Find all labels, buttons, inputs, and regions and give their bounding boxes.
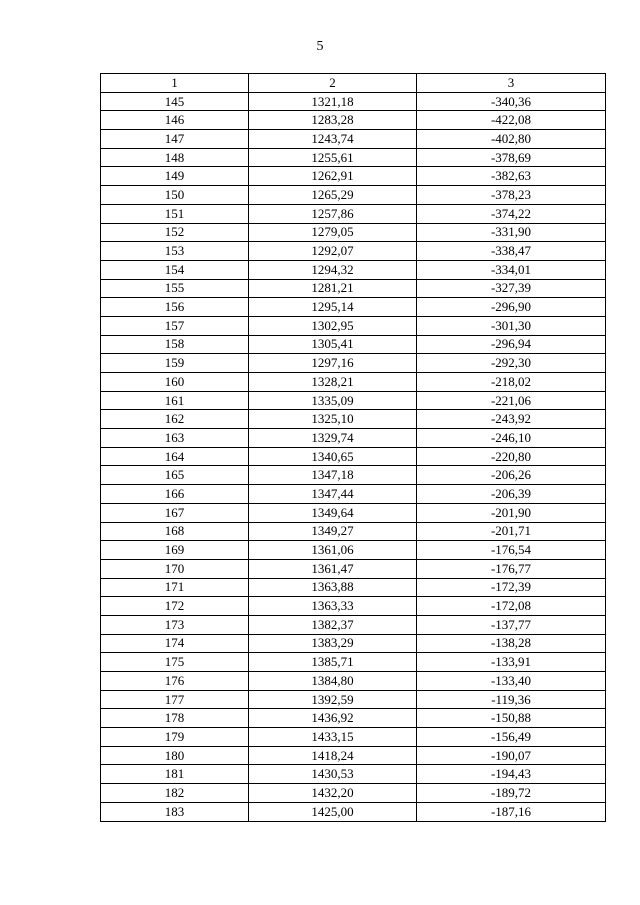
table-cell-col-3: -292,30	[417, 354, 606, 373]
table-row	[101, 92, 606, 111]
table-cell-col-3: -133,40	[417, 672, 606, 691]
table-cell-col-1: 162	[101, 410, 249, 429]
table-row	[101, 672, 606, 691]
table-row	[101, 765, 606, 784]
table-cell-col-3: -243,92	[417, 410, 606, 429]
table-cell-col-1: 174	[101, 634, 249, 653]
table-cell-col-3: -190,07	[417, 746, 606, 765]
table-cell-col-1: 168	[101, 522, 249, 541]
table-cell-col-3: -172,39	[417, 578, 606, 597]
table-cell-col-1: 150	[101, 186, 249, 205]
table-row	[101, 391, 606, 410]
table-row	[101, 615, 606, 634]
table-cell-col-1: 167	[101, 503, 249, 522]
table-cell-col-2: 1432,20	[249, 784, 417, 803]
table-cell-col-1: 178	[101, 709, 249, 728]
table-cell-col-1: 157	[101, 316, 249, 335]
table-cell-col-1: 152	[101, 223, 249, 242]
table-cell-col-1: 159	[101, 354, 249, 373]
table-cell-col-1: 166	[101, 485, 249, 504]
table-cell-col-2: 1297,16	[249, 354, 417, 373]
table-row	[101, 466, 606, 485]
table-cell-col-1: 173	[101, 615, 249, 634]
table-cell-col-3: -176,77	[417, 559, 606, 578]
table-cell-col-2: 1279,05	[249, 223, 417, 242]
table-cell-col-1: 155	[101, 279, 249, 298]
table-row	[101, 802, 606, 821]
table-cell-col-3: -296,90	[417, 298, 606, 317]
table-cell-col-2: 1340,65	[249, 447, 417, 466]
table-cell-col-3: -301,30	[417, 316, 606, 335]
table-cell-col-3: -172,08	[417, 597, 606, 616]
table-cell-col-3: -194,43	[417, 765, 606, 784]
table-row	[101, 167, 606, 186]
table-cell-col-2: 1382,37	[249, 615, 417, 634]
table-cell-col-2: 1425,00	[249, 802, 417, 821]
table-cell-col-3: -246,10	[417, 429, 606, 448]
table-cell-col-1: 165	[101, 466, 249, 485]
table-cell-col-1: 147	[101, 130, 249, 149]
table-cell-col-3: -334,01	[417, 260, 606, 279]
table-row	[101, 690, 606, 709]
table-cell-col-3: -201,90	[417, 503, 606, 522]
table-cell-col-2: 1392,59	[249, 690, 417, 709]
table-header	[101, 74, 606, 93]
table-cell-col-1: 163	[101, 429, 249, 448]
table-cell-col-1: 156	[101, 298, 249, 317]
table-row	[101, 728, 606, 747]
table-cell-col-2: 1433,15	[249, 728, 417, 747]
table-cell-col-3: -374,22	[417, 204, 606, 223]
table-cell-col-1: 177	[101, 690, 249, 709]
table-cell-col-2: 1265,29	[249, 186, 417, 205]
table-cell-col-2: 1383,29	[249, 634, 417, 653]
table-cell-col-1: 181	[101, 765, 249, 784]
table-cell-col-3: -137,77	[417, 615, 606, 634]
table-cell-col-1: 151	[101, 204, 249, 223]
table-cell-col-2: 1430,53	[249, 765, 417, 784]
table-row	[101, 746, 606, 765]
table-cell-col-2: 1384,80	[249, 672, 417, 691]
table-cell-col-2: 1329,74	[249, 429, 417, 448]
table-row	[101, 597, 606, 616]
table-cell-col-2: 1418,24	[249, 746, 417, 765]
table-cell-col-3: -133,91	[417, 653, 606, 672]
table-cell-col-2: 1305,41	[249, 335, 417, 354]
table-cell-col-2: 1347,44	[249, 485, 417, 504]
table-cell-col-3: -378,23	[417, 186, 606, 205]
table-cell-col-1: 175	[101, 653, 249, 672]
table-cell-col-2: 1361,47	[249, 559, 417, 578]
table-row	[101, 223, 606, 242]
page-number: 5	[316, 39, 324, 54]
table-cell-col-2: 1321,18	[249, 92, 417, 111]
table-cell-col-1: 172	[101, 597, 249, 616]
table-cell-col-3: -206,39	[417, 485, 606, 504]
table-cell-col-2: 1361,06	[249, 541, 417, 560]
table-cell-col-2: 1292,07	[249, 242, 417, 261]
table-row	[101, 559, 606, 578]
table-cell-col-3: -206,26	[417, 466, 606, 485]
table-cell-col-2: 1436,92	[249, 709, 417, 728]
table-row	[101, 634, 606, 653]
table-body	[101, 92, 606, 821]
table-row	[101, 503, 606, 522]
table-row	[101, 522, 606, 541]
column-header-1: 1	[101, 74, 249, 93]
table-cell-col-3: -221,06	[417, 391, 606, 410]
table-row	[101, 148, 606, 167]
table-cell-col-3: -150,88	[417, 709, 606, 728]
table-row	[101, 279, 606, 298]
table-cell-col-3: -331,90	[417, 223, 606, 242]
table-cell-col-3: -119,36	[417, 690, 606, 709]
table-row	[101, 335, 606, 354]
table-cell-col-2: 1349,64	[249, 503, 417, 522]
table-row	[101, 186, 606, 205]
table-row	[101, 578, 606, 597]
table-row	[101, 260, 606, 279]
table-cell-col-3: -338,47	[417, 242, 606, 261]
table-row	[101, 111, 606, 130]
table-cell-col-1: 148	[101, 148, 249, 167]
table-cell-col-2: 1257,86	[249, 204, 417, 223]
table-row	[101, 373, 606, 392]
table-cell-col-3: -189,72	[417, 784, 606, 803]
table-cell-col-3: -296,94	[417, 335, 606, 354]
table-cell-col-2: 1363,33	[249, 597, 417, 616]
column-header-2: 2	[249, 74, 417, 93]
table-cell-col-3: -422,08	[417, 111, 606, 130]
table-cell-col-2: 1325,10	[249, 410, 417, 429]
data-table	[100, 73, 606, 822]
table-cell-col-1: 153	[101, 242, 249, 261]
table-cell-col-2: 1335,09	[249, 391, 417, 410]
table-row	[101, 541, 606, 560]
table-row	[101, 242, 606, 261]
table-cell-col-3: -176,54	[417, 541, 606, 560]
table-cell-col-2: 1283,28	[249, 111, 417, 130]
table-row	[101, 653, 606, 672]
table-cell-col-1: 146	[101, 111, 249, 130]
table-cell-col-2: 1363,88	[249, 578, 417, 597]
table-row	[101, 485, 606, 504]
table-cell-col-2: 1349,27	[249, 522, 417, 541]
table-cell-col-3: -218,02	[417, 373, 606, 392]
table-cell-col-1: 154	[101, 260, 249, 279]
table-cell-col-3: -156,49	[417, 728, 606, 747]
table-row	[101, 784, 606, 803]
table-cell-col-1: 182	[101, 784, 249, 803]
table-cell-col-1: 170	[101, 559, 249, 578]
table-cell-col-3: -220,80	[417, 447, 606, 466]
table-row	[101, 447, 606, 466]
table-cell-col-3: -138,28	[417, 634, 606, 653]
table-cell-col-3: -382,63	[417, 167, 606, 186]
table-cell-col-1: 176	[101, 672, 249, 691]
table-cell-col-2: 1281,21	[249, 279, 417, 298]
table-cell-col-1: 160	[101, 373, 249, 392]
table-cell-col-3: -187,16	[417, 802, 606, 821]
table-cell-col-3: -378,69	[417, 148, 606, 167]
table-cell-col-3: -327,39	[417, 279, 606, 298]
table-row	[101, 429, 606, 448]
table-row	[101, 204, 606, 223]
table-cell-col-1: 161	[101, 391, 249, 410]
table-cell-col-3: -340,36	[417, 92, 606, 111]
table-cell-col-1: 158	[101, 335, 249, 354]
table-row	[101, 709, 606, 728]
table-cell-col-2: 1328,21	[249, 373, 417, 392]
table-cell-col-1: 180	[101, 746, 249, 765]
table-cell-col-1: 169	[101, 541, 249, 560]
table-row	[101, 298, 606, 317]
table-cell-col-3: -201,71	[417, 522, 606, 541]
table-cell-col-1: 179	[101, 728, 249, 747]
table-cell-col-1: 164	[101, 447, 249, 466]
column-header-3: 3	[417, 74, 606, 93]
table-cell-col-2: 1385,71	[249, 653, 417, 672]
table-cell-col-2: 1294,32	[249, 260, 417, 279]
table-row	[101, 316, 606, 335]
table-cell-col-2: 1295,14	[249, 298, 417, 317]
table-row	[101, 130, 606, 149]
table-cell-col-2: 1255,61	[249, 148, 417, 167]
table-cell-col-2: 1347,18	[249, 466, 417, 485]
table-cell-col-1: 145	[101, 92, 249, 111]
table-cell-col-2: 1302,95	[249, 316, 417, 335]
table-cell-col-2: 1262,91	[249, 167, 417, 186]
header-row	[101, 74, 606, 93]
table-row	[101, 354, 606, 373]
table-cell-col-1: 149	[101, 167, 249, 186]
table-row	[101, 410, 606, 429]
table-cell-col-1: 183	[101, 802, 249, 821]
table-cell-col-3: -402,80	[417, 130, 606, 149]
table-cell-col-1: 171	[101, 578, 249, 597]
table-cell-col-2: 1243,74	[249, 130, 417, 149]
